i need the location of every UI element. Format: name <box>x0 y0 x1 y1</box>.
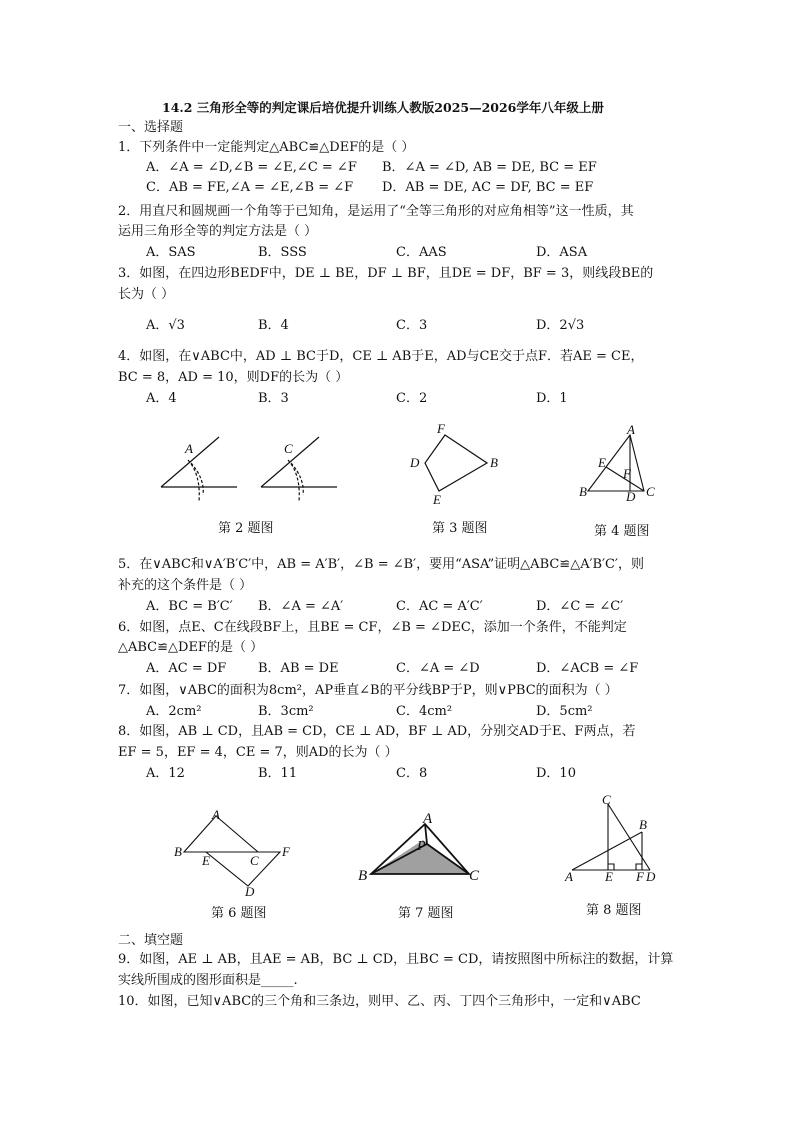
fig4-label-c: C <box>646 484 655 499</box>
q1-stem: 1．下列条件中一定能判定△ABC≌△DEF的是（ ） <box>118 140 415 155</box>
q2-option-b[interactable]: B．SSS <box>258 245 307 260</box>
fig7-label-a: A <box>423 811 433 827</box>
q5-stem-line2: 补充的这个条件是（ ） <box>118 578 253 593</box>
fig7-label-c: C <box>469 868 480 884</box>
q1-option-b[interactable]: B．∠A = ∠D, AB = DE, BC = EF <box>382 160 597 175</box>
q6-option-d[interactable]: D．∠ACB = ∠F <box>536 661 639 676</box>
figure-q8 <box>560 792 670 892</box>
q8-option-c[interactable]: C．8 <box>396 766 428 781</box>
q5-option-a[interactable]: A．BC = B′C′ <box>146 599 233 614</box>
q2-stem-line2: 运用三角形全等的判定方法是（ ） <box>118 224 318 239</box>
q3-stem-line1: 3．如图，在四边形BEDF中，DE ⊥ BE，DF ⊥ BF，且DE = DF，BF = 3，则线段BE的 <box>118 266 654 281</box>
section-fill-heading: 二、填空题 <box>118 933 184 948</box>
fig7-label-b: B <box>358 868 368 884</box>
caption-fig8: 第 8 题图 <box>586 903 642 918</box>
page-title: 14.2 三角形全等的判定课后培优提升训练人教版2025—2026学年八年级上册 <box>162 100 604 115</box>
q4-option-d[interactable]: D．1 <box>536 391 568 406</box>
q4-option-c[interactable]: C．2 <box>396 391 428 406</box>
q1-option-d[interactable]: D．AB = DE, AC = DF, BC = EF <box>382 180 594 195</box>
fig6-label-e: E <box>202 853 210 868</box>
fig8-label-a: A <box>565 869 573 884</box>
fig6-label-c: C <box>250 853 259 868</box>
fig3-label-e: E <box>433 492 441 507</box>
q2-option-a[interactable]: A．SAS <box>146 245 196 260</box>
fig3-label-f: F <box>437 421 445 436</box>
q7-option-c[interactable]: C．4cm² <box>396 704 453 719</box>
caption-fig7: 第 7 题图 <box>398 906 454 921</box>
q5-option-c[interactable]: C．AC = A′C′ <box>396 599 483 614</box>
q6-option-b[interactable]: B．AB = DE <box>258 661 339 676</box>
caption-fig4: 第 4 题图 <box>594 524 650 539</box>
fig6-label-f: F <box>282 844 290 859</box>
fig6-label-b: B <box>174 844 182 859</box>
q8-option-a[interactable]: A．12 <box>146 766 185 781</box>
q6-option-c[interactable]: C．∠A = ∠D <box>396 661 480 676</box>
q6-stem-line2: △ABC≌△DEF的是（ ） <box>118 640 264 655</box>
q1-option-c[interactable]: C．AB = FE,∠A = ∠E,∠B = ∠F <box>146 180 354 195</box>
q7-option-b[interactable]: B．3cm² <box>258 704 314 719</box>
fig8-label-b: B <box>639 817 647 832</box>
caption-fig6: 第 6 题图 <box>211 906 267 921</box>
fig8-label-c: C <box>602 792 611 807</box>
fig4-label-f: F <box>623 466 631 481</box>
q5-option-b[interactable]: B．∠A = ∠A′ <box>258 599 344 614</box>
q1-option-a[interactable]: A．∠A = ∠D,∠B = ∠E,∠C = ∠F <box>146 160 357 175</box>
caption-fig3: 第 3 题图 <box>432 521 488 536</box>
q3-option-b[interactable]: B．4 <box>258 318 289 333</box>
fig2-label-c: C <box>284 441 293 456</box>
q4-stem-line1: 4．如图，在∨ABC中，AD ⊥ BC于D，CE ⊥ AB于E，AD与CE交于点F．若AE = CE， <box>118 349 644 364</box>
figure-q3 <box>405 420 505 505</box>
fig3-label-d: D <box>410 455 420 470</box>
q2-option-d[interactable]: D．ASA <box>536 245 588 260</box>
fig6-label-a: A <box>212 807 220 822</box>
q8-option-b[interactable]: B．11 <box>258 766 298 781</box>
q9-stem-line1: 9．如图，AE ⊥ AB，且AE = AB，BC ⊥ CD，且BC = CD，请按照图中所标注的数据，计算 <box>118 952 674 967</box>
q4-option-a[interactable]: A．4 <box>146 391 177 406</box>
q3-option-a[interactable]: A．√3 <box>146 318 185 333</box>
q9-stem-line2: 实线所围成的图形面积是_____. <box>118 973 298 988</box>
q8-stem-line2: EF = 5，EF = 4，CE = 7，则AD的长为（ ） <box>118 745 398 760</box>
q6-stem-line1: 6．如图，点E、C在线段BF上，且BE = CF，∠B = ∠DEC，添加一个条件，不能判定 <box>118 620 627 635</box>
fig8-label-f: F <box>636 869 644 884</box>
q8-option-d[interactable]: D．10 <box>536 766 576 781</box>
q3-option-d[interactable]: D．2√3 <box>536 318 585 333</box>
fig3-label-b: B <box>490 455 498 470</box>
q7-option-a[interactable]: A．2cm² <box>146 704 202 719</box>
q5-option-d[interactable]: D．∠C = ∠C′ <box>536 599 624 614</box>
fig4-label-b: B <box>579 484 587 499</box>
q2-stem-line1: 2．用直尺和圆规画一个角等于已知角，是运用了“全等三角形的对应角相等”这一性质，其 <box>118 204 634 219</box>
q5-stem-line1: 5．在∨ABC和∨A′B′C′中，AB = A′B′，∠B = ∠B′，要用“ASA”证明△ABC≌△A′B′C′，则 <box>118 557 644 572</box>
q6-option-a[interactable]: A．AC = DF <box>146 661 227 676</box>
fig8-label-e: E <box>605 869 613 884</box>
figure-q4 <box>574 423 664 503</box>
fig6-label-d: D <box>245 884 255 899</box>
q4-option-b[interactable]: B．3 <box>258 391 289 406</box>
figure-q7 <box>355 808 495 888</box>
q7-stem: 7．如图，∨ABC的面积为8cm²，AP垂直∠B的平分线BP于P，则∨PBC的面积为（ ） <box>118 683 618 698</box>
fig7-label-p: P <box>417 839 426 854</box>
fig2-label-a: A <box>185 441 193 456</box>
figure-q6 <box>170 808 300 898</box>
q4-stem-line2: BC = 8，AD = 10，则DF的长为（ ） <box>118 370 349 385</box>
q3-stem-line2: 长为（ ） <box>118 287 175 302</box>
fig8-label-d: D <box>646 869 656 884</box>
q10-stem-line1: 10．如图，已知∨ABC的三个角和三条边，则甲、乙、丙、丁四个三角形中，一定和∨ABC <box>118 994 641 1009</box>
fig4-label-e: E <box>598 455 606 470</box>
fig4-label-a: A <box>627 422 635 437</box>
caption-fig2: 第 2 题图 <box>218 521 274 536</box>
fig4-label-d: D <box>626 489 636 504</box>
section-choice-heading: 一、选择题 <box>118 120 184 135</box>
q7-option-d[interactable]: D．5cm² <box>536 704 593 719</box>
q8-stem-line1: 8．如图，AB ⊥ CD，且AB = CD，CE ⊥ AD，BF ⊥ AD，分别交AD于E、F两点，若 <box>118 724 636 739</box>
q2-option-c[interactable]: C．AAS <box>396 245 447 260</box>
figure-q2 <box>155 435 405 505</box>
q3-option-c[interactable]: C．3 <box>396 318 428 333</box>
